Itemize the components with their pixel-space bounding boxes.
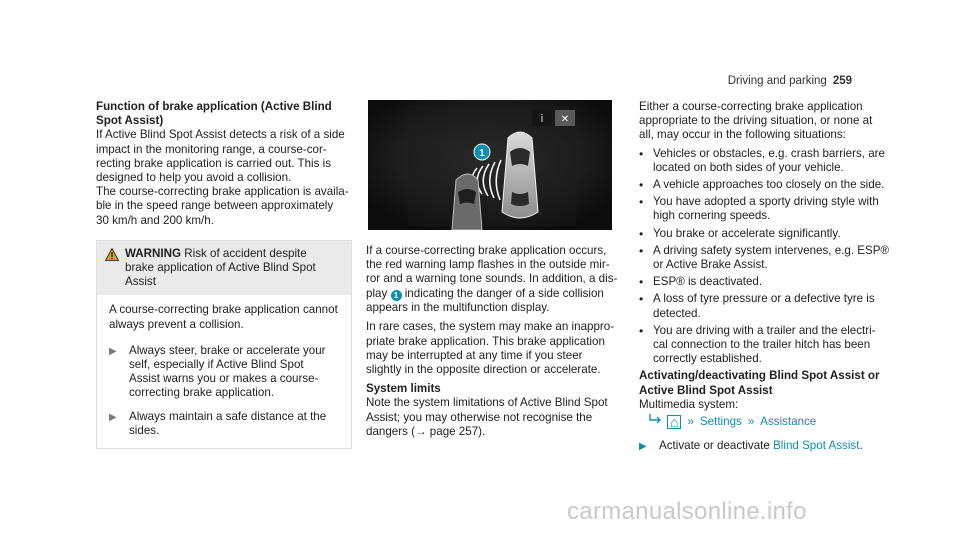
page-header: [728, 74, 852, 88]
warning-instruction: ▶ Always steer, brake or accelerate your self, especially if Active Blind Spot Assist warns you or makes a course- correcting brake application.: [109, 343, 326, 400]
paragraph-situations-intro: Either a course-correcting brake application appropriate to the driving situation, or none at all, may occur in the following situations:: [639, 100, 873, 142]
list-item: • A driving safety system intervenes, e.g. ESP® or Active Brake Assist.: [639, 243, 890, 272]
list-item: • ESP® is deactivated.: [639, 275, 763, 290]
menu-path: [639, 414, 901, 429]
home-icon[interactable]: ⌂: [667, 415, 681, 429]
paragraph-brake-intro: If Active Blind Spot Assist detects a risk of a side impact in the monitoring range, a course-cor- recting brake application is carried out. This is designed to help you avoid a collision.: [96, 128, 345, 185]
list-item: • You have adopted a sporty driving style with high cornering speeds.: [639, 195, 879, 223]
list-item: • A loss of tyre pressure or a defective tyre is detected.: [639, 292, 875, 320]
info-button[interactable]: [532, 110, 552, 126]
blind-spot-illustration: [368, 100, 612, 230]
callout-1: [474, 144, 490, 160]
info-icon: i: [540, 113, 544, 125]
svg-text:1: 1: [479, 148, 485, 159]
situations-list: [639, 147, 901, 367]
close-icon: ✕: [560, 114, 570, 125]
paragraph-inappropriate-brake: In rare cases, the system may make an inappro- priate brake application. This brake application may be interrupted at any time if you steer slightly in the opposite direction or accelerate.: [366, 320, 615, 377]
chevron-right-icon: »: [747, 414, 755, 428]
list-item: • Vehicles or obstacles, e.g. crash barriers, are located on both sides of your vehicle.: [639, 146, 885, 174]
paragraph-system-limits: Note the system limitations of Active Blind Spot Assist; you may otherwise not recognise the dangers (→ page 257).: [366, 396, 608, 438]
list-item: • You are driving with a trailer and the electri- cal connection to the trailer hitch has been correctly established.: [639, 323, 876, 366]
page-number: 259: [832, 75, 852, 87]
paragraph-warning-lamp: If a course-correcting brake application occurs, the red warning lamp flashes in the outside mir- ror and a warning tone sounds. In addition, a dis- play 1 indicating the danger of a side collision appears in the multifunction display.: [366, 244, 618, 315]
warning-intro: A course-correcting brake application cannot always prevent a collision.: [109, 303, 338, 331]
menu-settings[interactable]: Settings: [699, 414, 742, 428]
arrow-right-icon: ▶: [109, 345, 117, 357]
column-right: [639, 100, 901, 454]
list-item: • You brake or accelerate significantly.: [639, 226, 841, 241]
action-step: ▶ Activate or deactivate Blind Spot Assist.: [639, 439, 901, 454]
warning-box: [96, 240, 352, 449]
column-middle: [366, 100, 624, 439]
callout-badge: 1: [391, 290, 402, 301]
list-item: • A vehicle approaches too closely on the side.: [639, 178, 885, 193]
warning-instruction: ▶ Always maintain a safe distance at the sides.: [109, 409, 327, 437]
close-button[interactable]: [555, 110, 575, 126]
approaching-vehicle-icon: [452, 174, 482, 230]
heading-activate-deactivate: Activating/deactivating Blind Spot Assist or Active Blind Spot Assist: [639, 369, 880, 397]
heading-brake-application: Function of brake application (Active Blind Spot Assist): [96, 100, 332, 128]
paragraph-speed-range: The course-correcting brake application is availa- ble in the speed range between approximately 30 km/h and 200 km/h.: [96, 185, 349, 227]
warning-triangle-icon: [105, 247, 125, 290]
blind-spot-assist-link[interactable]: Blind Spot Assist: [773, 439, 860, 453]
multimedia-label: Multimedia system:: [639, 397, 739, 411]
warning-label: WARNING: [125, 246, 182, 260]
return-arrow-icon: [649, 414, 661, 429]
chevron-right-icon: »: [687, 414, 694, 428]
warning-header: WARNING Risk of accident despite brake application of Active Blind Spot Assist: [97, 241, 351, 296]
arrow-right-icon: ▶: [109, 411, 117, 423]
arrow-right-icon: ▶: [639, 441, 647, 453]
section-title: Driving and parking: [727, 75, 827, 87]
menu-assistance[interactable]: Assistance: [760, 414, 817, 428]
multifunction-display-figure: [368, 100, 612, 230]
column-left: [96, 100, 352, 449]
warning-body: [97, 295, 351, 448]
own-vehicle-icon: [502, 132, 538, 218]
heading-system-limits: System limits: [366, 382, 441, 396]
watermark: carmanualsonline.info: [567, 498, 807, 525]
